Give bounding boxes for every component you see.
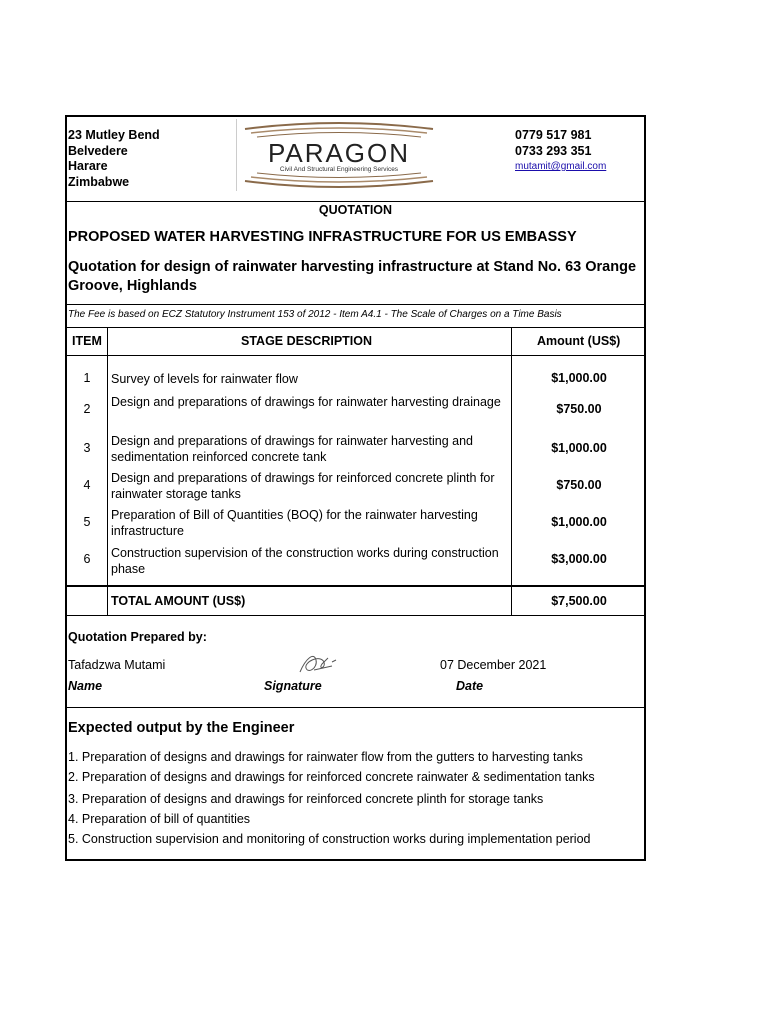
row-item-number: 2 — [83, 402, 91, 416]
output-item: 1. Preparation of designs and drawings for rainwater flow from the gutters to harvesting tanks — [68, 750, 583, 764]
signature-scribble — [296, 648, 340, 678]
row-description: Design and preparations of drawings for rainwater harvesting drainage — [111, 395, 501, 409]
logo-text: PARAGON — [267, 138, 411, 168]
address-line: 23 Mutley Bend — [68, 128, 160, 142]
column-header-amount: Amount (US$) — [537, 334, 621, 348]
company-logo — [236, 119, 441, 191]
prepared-date: 07 December 2021 — [440, 658, 547, 672]
signature-label: Signature — [264, 679, 322, 693]
divider — [65, 615, 646, 616]
row-amount: $3,000.00 — [551, 552, 607, 566]
row-description: Construction supervision of the construction works during construction phase — [111, 546, 499, 576]
outputs-heading: Expected output by the Engineer — [68, 720, 295, 736]
row-description: Design and preparations of drawings for reinforced concrete plinth for rainwater storage tanks — [111, 471, 495, 501]
divider — [65, 707, 646, 708]
output-item: 3. Preparation of designs and drawings for reinforced concrete plinth for storage tanks — [68, 792, 544, 806]
prepared-by-heading: Quotation Prepared by: — [68, 630, 207, 644]
row-amount: $1,000.00 — [551, 515, 607, 529]
address-line: Zimbabwe — [68, 174, 130, 189]
quotation-label: QUOTATION — [318, 203, 393, 217]
row-item-number: 5 — [83, 515, 91, 529]
fee-note: The Fee is based on ECZ Statutory Instrument 153 of 2012 - Item A4.1 - The Scale of Charges on a Time Basis — [68, 309, 562, 320]
logo-tagline: Civil And Structural Engineering Services — [279, 166, 399, 173]
column-header-item: ITEM — [72, 334, 102, 348]
date-label: Date — [456, 679, 484, 693]
row-amount: $1,000.00 — [551, 371, 607, 385]
column-header-description: STAGE DESCRIPTION — [241, 334, 373, 348]
divider — [65, 304, 646, 305]
output-item: 2. Preparation of designs and drawings for reinforced concrete rainwater & sedimentation tanks — [68, 770, 595, 784]
quotation-subtitle: Quotation for design of rainwater harvesting infrastructure at Stand No. 63 Orange Groove, Highlands — [68, 259, 637, 294]
address-line: Harare — [68, 159, 108, 173]
email-link[interactable]: mutamit@gmail.com — [515, 161, 607, 172]
divider — [65, 585, 646, 587]
phone-number: 0733 293 351 — [515, 143, 592, 158]
company-address — [68, 128, 160, 190]
signature-image — [296, 648, 340, 683]
preparer-name: Tafadzwa Mutami — [68, 658, 166, 672]
row-description: Survey of levels for rainwater flow — [111, 372, 298, 386]
output-item: 4. Preparation of bill of quantities — [68, 812, 251, 826]
address-line: Belvedere — [68, 143, 128, 158]
project-title: PROPOSED WATER HARVESTING INFRASTRUCTURE FOR US EMBASSY — [68, 229, 577, 245]
row-item-number: 1 — [83, 371, 91, 385]
divider — [65, 201, 646, 202]
total-label: TOTAL AMOUNT (US$) — [111, 594, 246, 608]
row-description: Design and preparations of drawings for rainwater harvesting and sedimentation reinforced concrete tank — [111, 434, 474, 464]
name-label: Name — [68, 679, 103, 693]
row-amount: $750.00 — [556, 478, 602, 492]
divider — [65, 327, 646, 328]
phone-number: 0779 517 981 — [515, 128, 592, 142]
divider — [65, 355, 646, 356]
row-amount: $750.00 — [556, 402, 602, 416]
row-item-number: 4 — [83, 478, 91, 492]
paragon-logo-graphic — [237, 119, 441, 191]
row-item-number: 6 — [83, 552, 91, 566]
row-item-number: 3 — [83, 441, 91, 455]
row-amount: $1,000.00 — [551, 441, 607, 455]
total-value: $7,500.00 — [551, 594, 607, 608]
output-item: 5. Construction supervision and monitoring of construction works during implementation period — [68, 832, 591, 846]
company-contact — [515, 128, 606, 175]
row-description: Preparation of Bill of Quantities (BOQ) for the rainwater harvesting infrastructure — [111, 508, 478, 538]
